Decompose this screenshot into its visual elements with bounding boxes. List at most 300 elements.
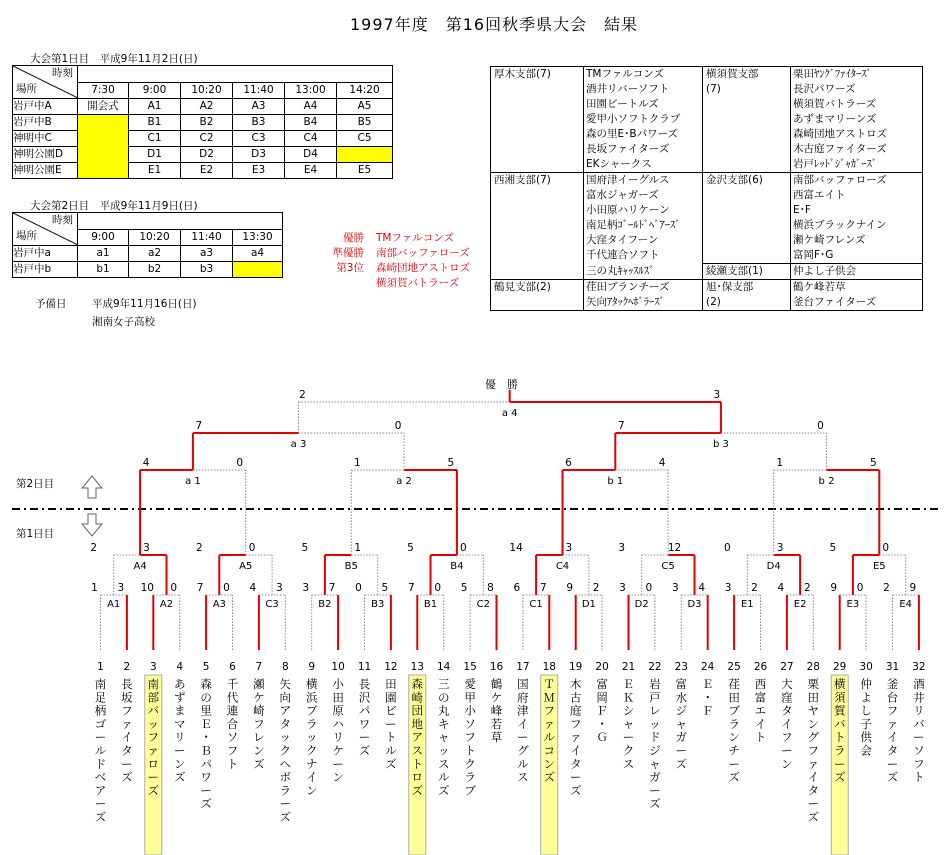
game-cell: a2: [129, 246, 181, 262]
team-name-char: ズ: [543, 770, 556, 785]
team-name-char: ブ: [728, 703, 740, 718]
team-cell: TMファルコンズ: [584, 67, 703, 83]
team-name-char: 千: [226, 677, 239, 691]
team-cell: 鶴ケ峰若草: [791, 280, 923, 296]
team-name-char: ガ: [675, 730, 688, 745]
team-name-char: ン: [807, 716, 820, 731]
team-name-char: 栗: [807, 677, 820, 691]
branch-name-cell: 鶴見支部(2): [491, 280, 584, 311]
place-cell: 岩戸中A: [13, 99, 78, 115]
team-number: 30: [859, 661, 873, 673]
team-name-char: Ｂ: [200, 743, 212, 758]
day2-label: 第2日目: [16, 478, 55, 490]
score-label: 6: [565, 457, 572, 469]
match-id-label: b 1: [607, 476, 624, 487]
team-name-char: ソ: [226, 730, 239, 745]
time-cell: 9:00: [78, 229, 129, 246]
team-number: 9: [308, 661, 316, 673]
team-name-char: ー: [332, 756, 344, 771]
team-name-char: ク: [464, 756, 476, 771]
game-cell: B3: [233, 115, 285, 131]
game-cell: A1: [129, 99, 181, 115]
match-id-label: E3: [846, 599, 860, 610]
time-cell: 11:40: [181, 229, 233, 246]
game-cell: C5: [337, 131, 393, 147]
place-cell: 神明公園E: [13, 163, 78, 179]
team-name-char: ナ: [305, 756, 318, 771]
team-cell: 千代連合ソフト: [584, 248, 703, 264]
team-name-char: 坂: [121, 690, 133, 705]
score-label: 2: [803, 582, 811, 594]
score-label: 9: [909, 582, 917, 594]
score-label: 2: [299, 389, 306, 401]
team-name-char: ズ: [649, 796, 661, 811]
game-cell: b2: [129, 262, 181, 278]
team-name-char: 古: [569, 690, 582, 705]
score-label: 2: [90, 542, 98, 554]
team-name-char: ズ: [569, 783, 582, 798]
team-name-char: イ: [121, 730, 133, 745]
header-place-label: 場所: [16, 230, 37, 242]
team-name-char: タ: [279, 716, 292, 731]
game-cell: C3: [233, 131, 285, 147]
team-cell: 三の丸ｷｬｯｽﾙｽﾞ: [584, 264, 703, 280]
team-name-char: ラ: [464, 770, 476, 785]
team-name-char: 田: [728, 690, 740, 705]
team-name-char: 須: [833, 690, 846, 705]
team-name-char: 柄: [94, 703, 107, 718]
score-label: 5: [381, 582, 389, 594]
team-name-char: ン: [781, 756, 793, 771]
team-name-char: ー: [886, 756, 899, 771]
team-name-char: ー: [173, 743, 186, 758]
team-cell: あずまマリーンズ: [791, 112, 923, 127]
score-label: 5: [869, 457, 877, 469]
team-number: 20: [595, 661, 609, 673]
team-name-char: 甲: [464, 690, 476, 705]
team-cell: 愛甲小ソフトクラブ: [584, 112, 703, 127]
team-name-char: 会: [860, 743, 872, 758]
match-id-label: B1: [423, 599, 438, 610]
match-id-label: a 3: [290, 439, 307, 450]
score-label: 2: [592, 582, 600, 594]
day1-label: 第1日目: [16, 528, 55, 540]
team-name-char: 南: [94, 677, 107, 691]
team-cell: 釜台ファイターズ: [791, 295, 923, 311]
match-id-label: E5: [872, 561, 886, 572]
team-name-char: フ: [913, 756, 925, 771]
score-label: 8: [487, 582, 494, 594]
team-name-char: イ: [569, 743, 582, 758]
team-name-char: ラ: [279, 783, 292, 798]
team-name-char: ロ: [147, 756, 160, 771]
team-name-char: ァ: [121, 716, 133, 731]
team-number: 29: [833, 661, 847, 673]
team-name-char: 丸: [437, 703, 450, 718]
page-title: 1997年度 第16回秋季県大会 結果: [350, 15, 639, 34]
score-label: 3: [776, 542, 784, 554]
team-name-char: ク: [622, 743, 635, 758]
team-name-char: マ: [173, 716, 186, 731]
game-cell: B1: [129, 115, 181, 131]
score-label: 5: [301, 542, 309, 554]
team-name-char: ッ: [147, 716, 160, 731]
team-number: 15: [463, 661, 477, 673]
game-cell: B5: [337, 115, 393, 131]
team-name-char: バ: [147, 703, 160, 718]
team-name-char: ズ: [833, 770, 846, 785]
team-name-char: ス: [622, 756, 635, 771]
score-label: 0: [645, 582, 653, 594]
team-name-char: ズ: [886, 770, 899, 785]
match-id-label: B4: [450, 561, 464, 572]
team-name-char: レ: [649, 703, 661, 718]
game-cell: B4: [285, 115, 337, 131]
match-id-label: C4: [555, 561, 570, 572]
team-name-char: 小: [464, 703, 476, 718]
time-cell: 14:20: [337, 82, 393, 99]
winner-label: 優勝: [343, 232, 364, 244]
team-name-char: ー: [121, 756, 133, 771]
score-label: 6: [513, 582, 521, 594]
team-number: 19: [569, 661, 583, 673]
team-name-char: ァ: [886, 716, 899, 731]
team-number: 2: [123, 661, 131, 673]
match-id-label: E2: [793, 599, 807, 610]
team-name-char: ズ: [279, 810, 292, 824]
team-name-char: ズ: [173, 770, 186, 785]
team-name-char: ズ: [411, 783, 424, 798]
team-name-char: バ: [833, 716, 846, 731]
team-number: 7: [255, 661, 263, 673]
team-cell: E･F: [791, 203, 923, 218]
branch-name-cell: 綾瀬支部(1): [703, 264, 791, 280]
team-name-char: ヤ: [807, 703, 820, 718]
team-name-char: ハ: [332, 716, 344, 731]
team-name-char: ャ: [649, 756, 661, 771]
match-id-label: D2: [634, 599, 649, 610]
score-label: 4: [777, 582, 785, 594]
team-name-char: フ: [226, 743, 239, 758]
team-number: 4: [176, 661, 184, 673]
branch-name-cell: 西湘支部(7): [491, 173, 584, 280]
team-name-char: ー: [913, 730, 925, 745]
team-name-char: ン: [305, 783, 318, 798]
score-label: 0: [723, 542, 731, 554]
team-name-char: タ: [121, 743, 133, 758]
match-id-label: C3: [265, 599, 279, 610]
down-arrow-icon: [82, 514, 102, 536]
score-label: 7: [617, 420, 625, 432]
team-name-char: 釜: [886, 677, 899, 691]
game-cell: A3: [233, 99, 285, 115]
team-name-char: ジ: [649, 743, 661, 758]
match-id-label: A4: [133, 561, 147, 572]
game-cell: b1: [78, 262, 129, 278]
team-name-char: フ: [569, 716, 582, 731]
team-name-char: ズ: [728, 770, 740, 785]
team-number: 18: [542, 661, 556, 673]
game-cell: C2: [181, 131, 233, 147]
team-name-char: グ: [517, 743, 529, 758]
score-label: 1: [91, 582, 98, 594]
team-name-char: フ: [464, 730, 476, 745]
score-label: 5: [447, 457, 455, 469]
team-name-char: 台: [886, 690, 899, 705]
team-name-char: コ: [543, 743, 556, 758]
score-label: 3: [275, 582, 283, 594]
score-label: 5: [460, 582, 468, 594]
match-id-label: C2: [476, 599, 490, 610]
team-name-char: 酒: [913, 677, 925, 691]
team-name-char: 園: [385, 690, 397, 705]
team-name-char: リ: [332, 730, 344, 745]
reserve-date: 平成9年11月16日(日): [92, 298, 197, 310]
score-label: 0: [223, 582, 230, 594]
team-name-char: レ: [253, 730, 265, 745]
team-number: 6: [229, 661, 236, 673]
score-label: 7: [328, 582, 336, 594]
team-name-char: ゴ: [94, 716, 107, 731]
team-number: 22: [648, 661, 662, 673]
team-name-char: ト: [464, 743, 476, 758]
team-name-char: 賀: [833, 703, 846, 718]
team-cell: 仲よし子供会: [791, 264, 923, 280]
score-label: 7: [407, 582, 415, 594]
score-label: 14: [509, 542, 523, 554]
team-name-char: ト: [411, 756, 424, 771]
score-label: 2: [195, 542, 203, 554]
team-name-char: ロ: [411, 770, 424, 785]
score-label: 4: [249, 582, 257, 594]
third-team: 横須賀バトラーズ: [376, 277, 460, 289]
place-cell: 岩戸中B: [13, 115, 78, 131]
team-name-char: 向: [279, 690, 292, 705]
team-cell: 小田原ハリケーン: [584, 203, 703, 218]
team-number: 8: [281, 661, 289, 673]
team-name-char: フ: [781, 730, 793, 745]
team-name-char: ル: [94, 743, 107, 758]
score-label: 5: [829, 542, 837, 554]
score-label: 7: [196, 582, 204, 594]
team-name-char: ー: [358, 730, 371, 745]
game-cell: E3: [233, 163, 285, 179]
team-name-char: ン: [332, 770, 344, 785]
team-name-char: ズ: [358, 743, 371, 758]
team-name-char: ズ: [121, 770, 133, 785]
score-label: 0: [459, 542, 467, 554]
winner-team: TMファルコンズ: [376, 232, 454, 244]
team-name-char: ル: [517, 756, 529, 771]
team-name-char: ス: [411, 743, 424, 758]
score-label: 9: [566, 582, 574, 594]
score-label: 7: [539, 582, 547, 594]
team-name-char: Ｅ: [701, 677, 714, 691]
score-label: 2: [883, 582, 890, 594]
team-cell: 富岡F･G: [791, 248, 923, 264]
team-name-char: 横: [305, 677, 318, 691]
game-cell: E2: [181, 163, 233, 179]
team-name-char: 供: [860, 730, 872, 745]
game-cell: A5: [337, 99, 393, 115]
reserve-label: 予備日: [35, 298, 67, 310]
team-name-char: ル: [385, 743, 397, 758]
team-number: 13: [410, 661, 424, 673]
team-name-char: 岡: [596, 690, 608, 705]
team-cell: 森の里E･Bパワーズ: [584, 127, 703, 142]
team-number: 5: [202, 661, 210, 673]
score-label: 4: [698, 582, 706, 594]
team-name-char: フ: [886, 703, 899, 718]
team-name-char: 戸: [649, 690, 661, 705]
team-cell: 横浜ブラックナイン: [791, 218, 923, 233]
team-cell: 矢向ｱﾀｯｸﾍﾎﾞﾗｰｽﾞ: [584, 295, 703, 311]
team-name-char: ず: [173, 690, 186, 705]
team-name-char: ッ: [649, 716, 661, 731]
team-name-char: ン: [543, 756, 556, 771]
ceremony-cell: 開会式: [78, 99, 129, 115]
team-name-char: ク: [305, 743, 318, 758]
team-name-char: 田: [385, 677, 397, 691]
team-name-char: ー: [781, 743, 793, 758]
match-id-label: D1: [581, 599, 596, 610]
team-name-char: ク: [279, 743, 292, 758]
team-name-char: ま: [173, 703, 186, 718]
place-cell: 岩戸中a: [13, 246, 78, 262]
score-label: 1: [354, 542, 362, 554]
team-name-char: ァ: [807, 756, 820, 771]
team-name-char: ア: [94, 783, 107, 798]
team-name-char: ラ: [305, 716, 318, 731]
day2-caption: 大会第2日目 平成9年11月9日(日): [30, 200, 198, 212]
place-cell: 神明中C: [13, 131, 78, 147]
team-cell: 長坂ファイターズ: [584, 142, 703, 157]
score-label: 2: [751, 582, 758, 594]
game-cell: E4: [285, 163, 337, 179]
team-cell: 西富エイト: [791, 188, 923, 203]
team-name-char: 西: [754, 677, 767, 691]
team-name-char: ・: [701, 690, 714, 705]
team-name-char: 浜: [305, 690, 318, 705]
game-cell: C1: [129, 131, 181, 147]
score-label: 5: [407, 542, 414, 554]
team-name-char: Ｆ: [596, 703, 608, 718]
score-label: 0: [170, 582, 178, 594]
day1-caption: 大会第1日目 平成9年11月2日(日): [30, 53, 198, 65]
game-cell: A2: [181, 99, 233, 115]
team-name-char: 沢: [358, 690, 371, 705]
team-name-char: 鶴: [490, 677, 503, 691]
team-name-char: 岩: [649, 677, 661, 691]
score-label: 3: [724, 582, 732, 594]
team-cell: 南足柄ｺﾞｰﾙﾄﾞﾍﾞｱｰｽﾞ: [584, 218, 703, 233]
team-name-char: 原: [332, 703, 344, 718]
team-name-char: ー: [833, 756, 846, 771]
team-name-char: 三: [437, 677, 450, 691]
team-name-char: 崎: [253, 703, 265, 718]
team-name-char: ー: [807, 796, 820, 811]
team-name-char: ァ: [147, 743, 160, 758]
score-label: 1: [353, 457, 361, 469]
team-name-char: 団: [411, 703, 424, 718]
team-name-char: ズ: [675, 756, 688, 771]
game-cell: B2: [181, 115, 233, 131]
team-name-char: ボ: [279, 770, 292, 785]
team-name-char: ブ: [305, 703, 318, 718]
score-label: 10: [140, 582, 154, 594]
team-number: 25: [727, 661, 741, 673]
champion-label: 優 勝: [485, 378, 518, 391]
team-name-char: ヘ: [279, 756, 292, 771]
place-cell: 岩戸中b: [13, 262, 78, 278]
team-name-char: ー: [675, 743, 688, 758]
team-name-char: ド: [94, 756, 107, 771]
team-name-char: ー: [94, 796, 107, 811]
team-name-char: ・: [200, 730, 212, 745]
team-name-char: イ: [517, 716, 529, 731]
team-name-char: ケ: [253, 690, 265, 705]
match-id-label: a 1: [185, 476, 201, 487]
match-id-label: E1: [740, 599, 754, 610]
team-name-char: 窪: [781, 690, 793, 705]
match-id-label: C5: [661, 561, 675, 572]
score-label: 3: [713, 389, 721, 401]
team-name-char: 田: [332, 690, 344, 705]
runner-up-label: 準優勝: [332, 247, 364, 259]
team-name-char: 小: [332, 677, 344, 691]
team-name-char: フ: [147, 730, 160, 745]
time-cell: 9:00: [129, 82, 181, 99]
team-name-char: 富: [596, 677, 608, 691]
team-number: 26: [753, 661, 768, 673]
team-cell: 国府津イーグルス: [584, 173, 703, 189]
team-number: 10: [331, 661, 345, 673]
team-cell: 南部バッファローズ: [791, 173, 923, 189]
team-name-char: 里: [200, 703, 212, 718]
team-name-char: ド: [649, 730, 661, 745]
team-name-char: ス: [517, 770, 529, 785]
team-name-char: 仲: [860, 677, 872, 691]
team-name-char: 森: [200, 677, 212, 691]
team-name-char: し: [860, 703, 872, 718]
score-label: 9: [830, 582, 838, 594]
game-cell: D1: [129, 147, 181, 163]
match-id-label: A2: [159, 599, 174, 610]
score-label: 7: [195, 420, 203, 432]
game-cell: D2: [181, 147, 233, 163]
team-name-char: ガ: [649, 770, 661, 785]
team-name-char: ズ: [94, 810, 107, 824]
team-cell: 横須賀バトラーズ: [791, 97, 923, 112]
team-name-char: ャ: [437, 730, 450, 745]
team-name-char: フ: [807, 743, 820, 758]
team-name-char: ズ: [253, 756, 265, 771]
team-cell: 森崎団地アストロズ: [791, 127, 923, 142]
team-cell: 大窪タイフーン: [584, 233, 703, 248]
time-cell: 10:20: [129, 229, 181, 246]
team-name-char: ズ: [147, 783, 160, 798]
team-name-char: ャ: [622, 716, 635, 731]
team-name-char: イ: [781, 716, 793, 731]
score-label: 0: [434, 582, 442, 594]
team-name-char: 横: [833, 677, 846, 691]
team-name-char: 矢: [279, 677, 292, 691]
score-label: 0: [394, 420, 402, 432]
header-time-label: 時刻: [52, 67, 73, 79]
team-name-char: ブ: [464, 783, 476, 798]
team-name-char: チ: [728, 743, 740, 758]
header-place-label: 場所: [16, 83, 37, 95]
